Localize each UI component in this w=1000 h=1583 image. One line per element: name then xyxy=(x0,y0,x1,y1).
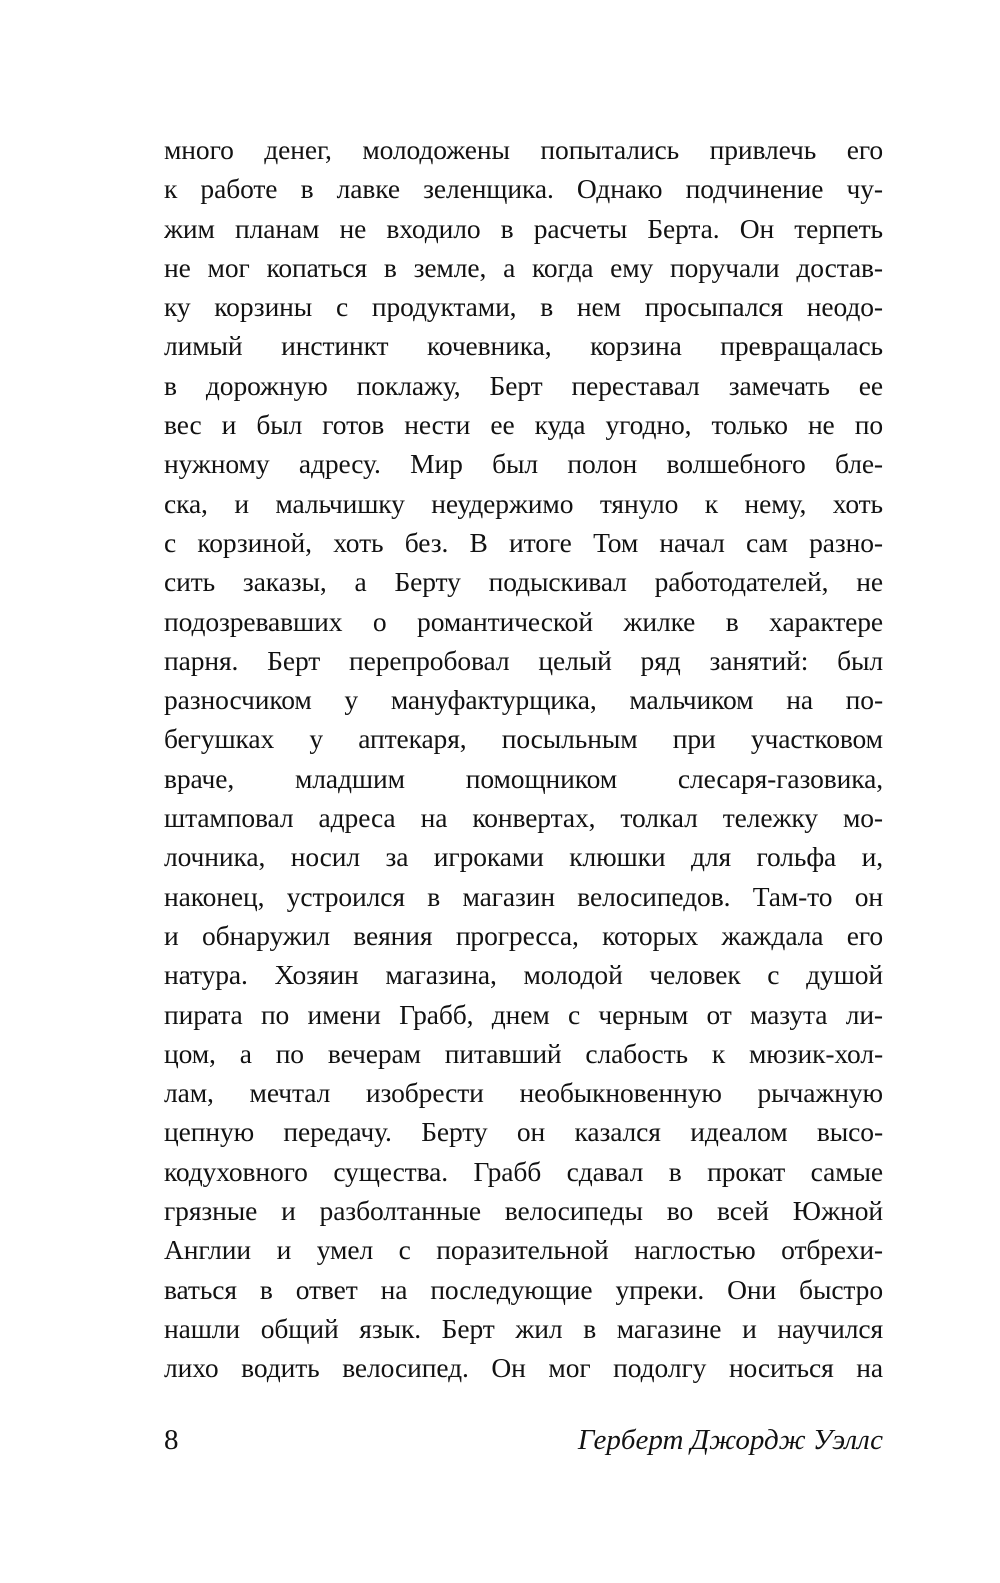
text-line: лам, мечтал изобрести необыкновенную рычажную xyxy=(164,1077,883,1109)
text-line: разносчиком у мануфактурщика, мальчиком на по- xyxy=(164,684,883,716)
text-line: сить заказы, а Берту подыскивал работодателей, не xyxy=(164,566,883,598)
text-line: ку корзины с продуктами, в нем просыпался неодо- xyxy=(164,291,883,323)
text-line: лихо водить велосипед. Он мог подолгу носиться на xyxy=(164,1352,883,1384)
text-line: лимый инстинкт кочевника, корзина превращалась xyxy=(164,330,883,362)
page-number: 8 xyxy=(164,1424,179,1456)
text-line: вес и был готов нести ее куда угодно, только не по xyxy=(164,409,883,441)
text-line: не мог копаться в земле, а когда ему поручали достав- xyxy=(164,251,883,283)
text-line: грязные и разболтанные велосипеды во всей Южной xyxy=(164,1195,883,1227)
running-title-author: Герберт Джордж Уэллс xyxy=(577,1424,883,1456)
text-line: нашли общий язык. Берт жил в магазине и научился xyxy=(164,1312,883,1344)
page-footer xyxy=(164,1424,883,1457)
text-line: Англии и умел с поразительной наглостью отбрехи- xyxy=(164,1234,883,1266)
text-line: штамповал адреса на конвертах, толкал тележку мо- xyxy=(164,802,883,834)
text-line: нужному адресу. Мир был полон волшебного бле- xyxy=(164,448,883,480)
text-line: в дорожную поклажу, Берт переставал замечать ее xyxy=(164,369,883,401)
text-line: кодуховного существа. Грабб сдавал в прокат самые xyxy=(164,1155,883,1187)
text-line: подозревавших о романтической жилке в характере xyxy=(164,605,883,637)
text-line: к работе в лавке зеленщика. Однако подчинение чу- xyxy=(164,173,883,205)
text-line: цом, а по вечерам питавший слабость к мюзик-хол- xyxy=(164,1037,883,1069)
text-line: наконец, устроился в магазин велосипедов. Там-то он xyxy=(164,880,883,912)
text-line: парня. Берт перепробовал целый ряд занятий: был xyxy=(164,644,883,676)
text-line: враче, младшим помощником слесаря-газовика, xyxy=(164,762,883,794)
text-line: много денег, молодожены попытались привлечь его xyxy=(164,134,883,165)
text-line: и обнаружил веяния прогресса, которых жаждала его xyxy=(164,919,883,951)
text-line: ваться в ответ на последующие упреки. Они быстро xyxy=(164,1273,883,1305)
body-text xyxy=(164,130,883,1388)
text-line: жим планам не входило в расчеты Берта. Он терпеть xyxy=(164,212,883,244)
text-line: с корзиной, хоть без. В итоге Том начал сам разно- xyxy=(164,526,883,558)
text-line: пирата по имени Грабб, днем с черным от мазута ли- xyxy=(164,998,883,1030)
text-line: ска, и мальчишку неудержимо тянуло к нему, хоть xyxy=(164,487,883,519)
text-line: бегушках у аптекаря, посыльным при участковом xyxy=(164,723,883,755)
text-line: лочника, носил за игроками клюшки для гольфа и, xyxy=(164,841,883,873)
text-line: натура. Хозяин магазина, молодой человек с душой xyxy=(164,959,883,991)
text-line: цепную передачу. Берту он казался идеалом высо- xyxy=(164,1116,883,1148)
